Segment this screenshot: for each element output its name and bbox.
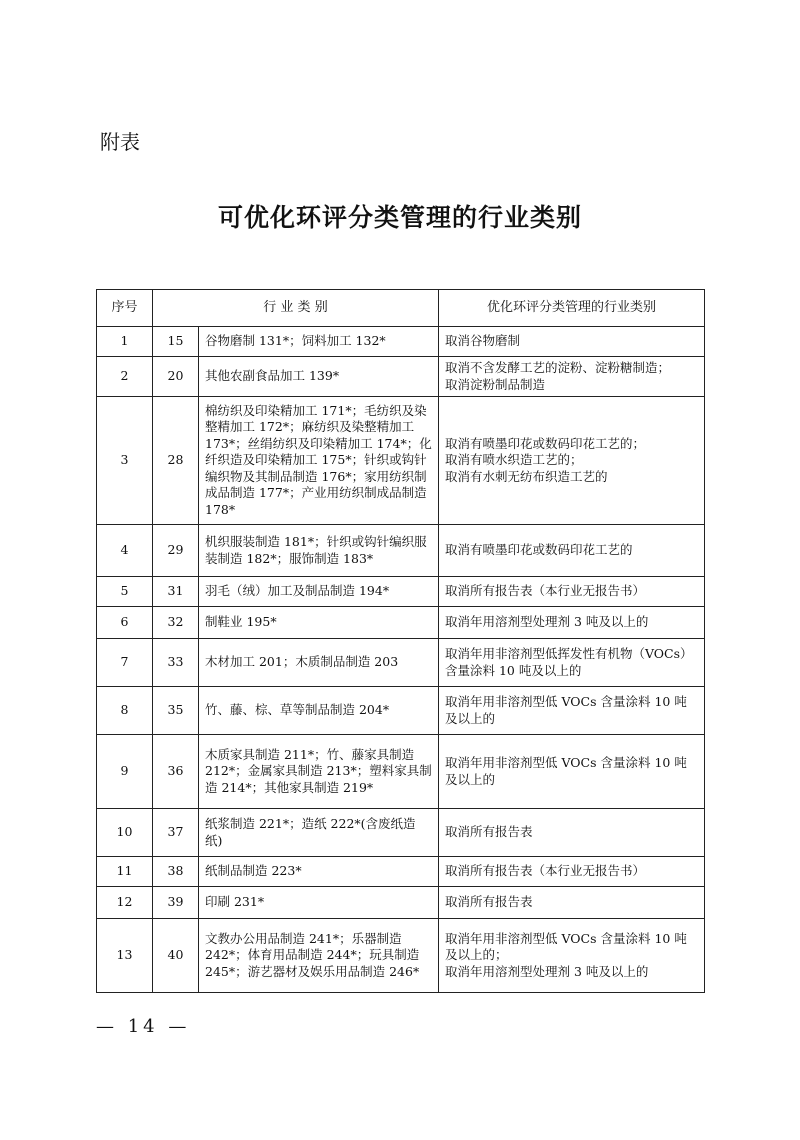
row-seq: 5 <box>97 577 153 607</box>
row-optimized: 取消年用非溶剂型低 VOCs 含量涂料 10 吨及以上的 <box>439 735 705 809</box>
table-header-row <box>97 290 705 327</box>
table-row <box>97 735 705 809</box>
row-seq: 6 <box>97 607 153 639</box>
row-code: 38 <box>153 857 199 887</box>
row-seq: 13 <box>97 919 153 993</box>
row-industry: 印刷 231* <box>199 887 439 919</box>
row-industry: 机织服装制造 181*；针织或钩针编织服装制造 182*；服饰制造 183* <box>199 525 439 577</box>
row-industry: 木材加工 201；木质制品制造 203 <box>199 639 439 687</box>
page-number: — 14 — <box>96 1016 191 1037</box>
table-row <box>97 639 705 687</box>
table-row <box>97 397 705 525</box>
row-optimized: 取消谷物磨制 <box>439 327 705 357</box>
row-code: 32 <box>153 607 199 639</box>
table-row <box>97 919 705 993</box>
row-optimized: 取消有喷墨印花或数码印花工艺的； 取消有喷水织造工艺的； 取消有水刺无纺布织造工艺的 <box>439 397 705 525</box>
row-optimized: 取消所有报告表 <box>439 887 705 919</box>
table-row <box>97 525 705 577</box>
table-row <box>97 687 705 735</box>
row-industry: 棉纺织及印染精加工 171*；毛纺织及染整精加工 172*；麻纺织及染整精加工 173*；丝绢纺织及印染精加工 174*；化纤织造及印染精加工 175*；针织或钩针编织物及其制品制造 176*；家用纺织制成品制造 177*；产业用纺织制成品制造 178* <box>199 397 439 525</box>
table-row <box>97 809 705 857</box>
row-industry: 纸制品制造 223* <box>199 857 439 887</box>
row-seq: 12 <box>97 887 153 919</box>
table-row <box>97 607 705 639</box>
row-seq: 1 <box>97 327 153 357</box>
row-seq: 9 <box>97 735 153 809</box>
row-optimized: 取消所有报告表（本行业无报告书） <box>439 577 705 607</box>
table-row <box>97 327 705 357</box>
header-seq: 序号 <box>97 290 153 327</box>
row-code: 31 <box>153 577 199 607</box>
row-optimized: 取消所有报告表（本行业无报告书） <box>439 857 705 887</box>
header-optimized: 优化环评分类管理的行业类别 <box>439 290 705 327</box>
row-seq: 11 <box>97 857 153 887</box>
row-code: 35 <box>153 687 199 735</box>
table-row <box>97 577 705 607</box>
header-industry: 行 业 类 别 <box>153 290 439 327</box>
table-row <box>97 357 705 397</box>
row-code: 15 <box>153 327 199 357</box>
row-optimized: 取消所有报告表 <box>439 809 705 857</box>
row-industry: 竹、藤、棕、草等制品制造 204* <box>199 687 439 735</box>
row-optimized: 取消年用非溶剂型低 VOCs 含量涂料 10 吨及以上的 <box>439 687 705 735</box>
row-code: 29 <box>153 525 199 577</box>
row-seq: 10 <box>97 809 153 857</box>
row-optimized: 取消有喷墨印花或数码印花工艺的 <box>439 525 705 577</box>
row-seq: 3 <box>97 397 153 525</box>
row-industry: 文教办公用品制造 241*；乐器制造 242*；体育用品制造 244*；玩具制造 245*；游艺器材及娱乐用品制造 246* <box>199 919 439 993</box>
row-seq: 7 <box>97 639 153 687</box>
appendix-label: 附表 <box>100 130 140 154</box>
row-code: 37 <box>153 809 199 857</box>
page-title: 可优化环评分类管理的行业类别 <box>217 203 582 232</box>
row-industry: 纸浆制造 221*；造纸 222*(含废纸造纸) <box>199 809 439 857</box>
row-optimized: 取消年用非溶剂型低挥发性有机物（VOCs）含量涂料 10 吨及以上的 <box>439 639 705 687</box>
row-code: 40 <box>153 919 199 993</box>
table-row <box>97 887 705 919</box>
table-row <box>97 857 705 887</box>
row-industry: 木质家具制造 211*；竹、藤家具制造 212*；金属家具制造 213*；塑料家具制造 214*；其他家具制造 219* <box>199 735 439 809</box>
row-industry: 其他农副食品加工 139* <box>199 357 439 397</box>
row-optimized: 取消不含发酵工艺的淀粉、淀粉糖制造； 取消淀粉制品制造 <box>439 357 705 397</box>
row-seq: 8 <box>97 687 153 735</box>
row-optimized: 取消年用溶剂型处理剂 3 吨及以上的 <box>439 607 705 639</box>
row-code: 20 <box>153 357 199 397</box>
row-code: 39 <box>153 887 199 919</box>
row-code: 36 <box>153 735 199 809</box>
row-industry: 制鞋业 195* <box>199 607 439 639</box>
row-seq: 4 <box>97 525 153 577</box>
row-industry: 羽毛（绒）加工及制品制造 194* <box>199 577 439 607</box>
industry-table <box>96 289 705 993</box>
row-industry: 谷物磨制 131*；饲料加工 132* <box>199 327 439 357</box>
row-code: 28 <box>153 397 199 525</box>
row-optimized: 取消年用非溶剂型低 VOCs 含量涂料 10 吨及以上的； 取消年用溶剂型处理剂 3 吨及以上的 <box>439 919 705 993</box>
row-seq: 2 <box>97 357 153 397</box>
row-code: 33 <box>153 639 199 687</box>
